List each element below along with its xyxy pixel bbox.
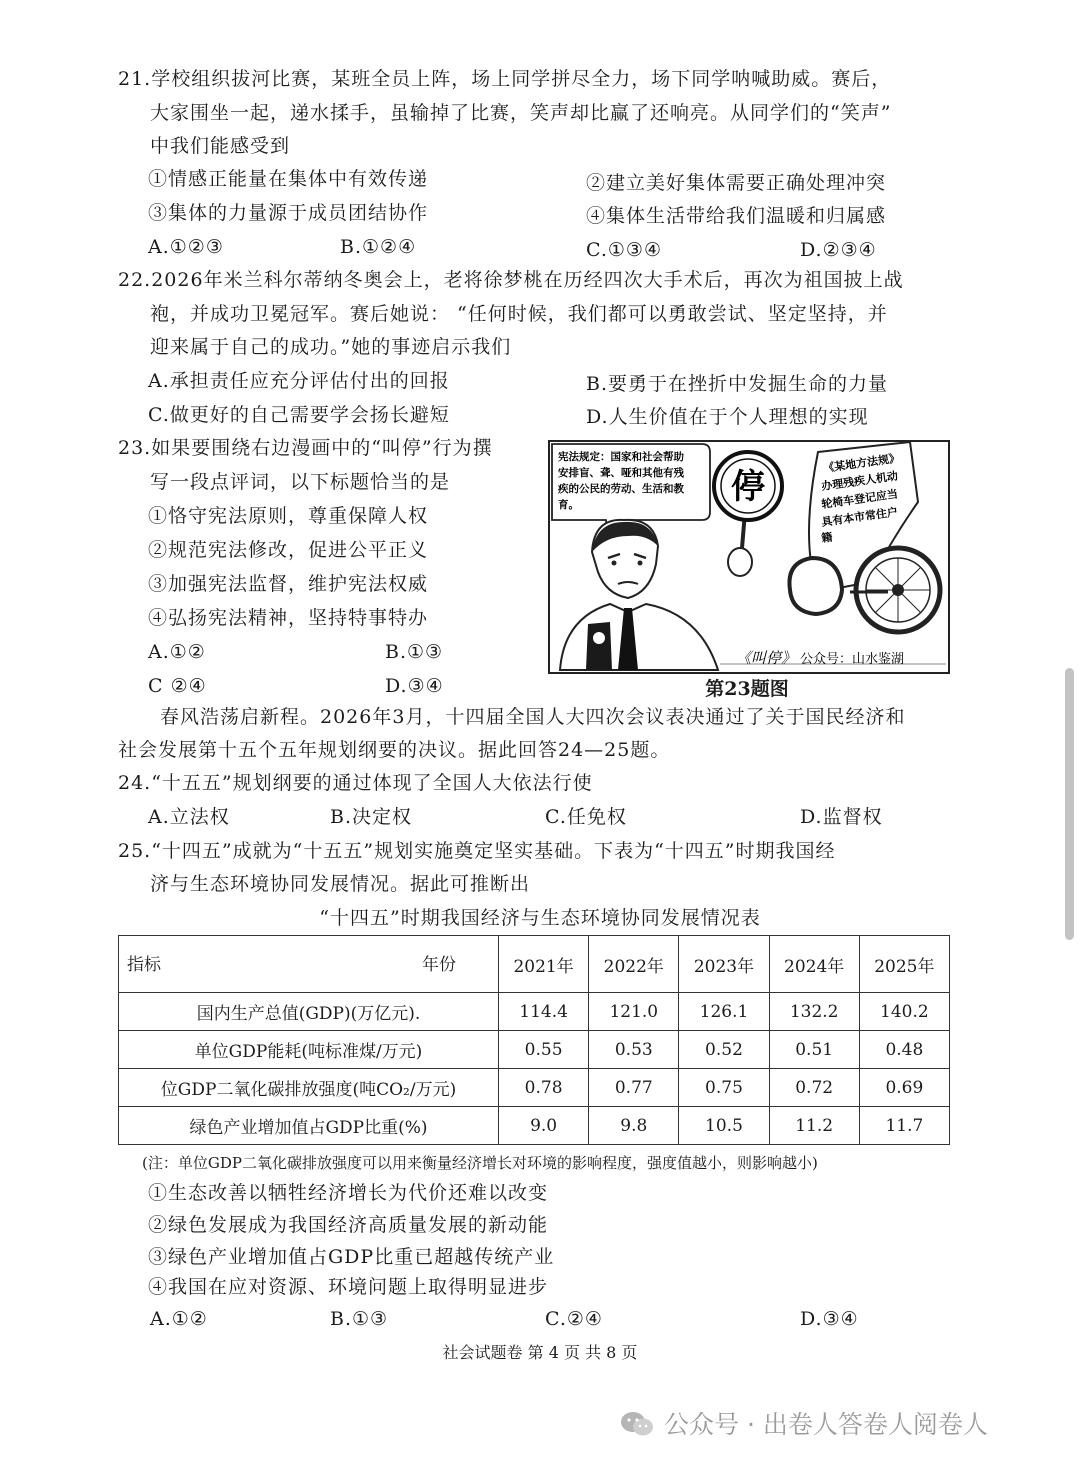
- year-header: 2021年: [499, 936, 589, 993]
- q21-option-c[interactable]: C.①③④: [586, 239, 662, 261]
- table-cell: 140.2: [859, 993, 949, 1031]
- table-cell: 0.78: [499, 1069, 589, 1107]
- q23-item-1: ①恪守宪法原则，尊重保障人权: [148, 505, 429, 527]
- q23-option-a[interactable]: A.①②: [148, 641, 206, 663]
- q21-option-a[interactable]: A.①②③: [148, 236, 224, 258]
- q22-option-c[interactable]: C.做更好的自己需要学会扬长避短: [148, 404, 450, 426]
- q23-item-4: ④弘扬宪法精神，坚持特事特办: [148, 607, 429, 629]
- data-table: [118, 935, 950, 1145]
- year-header: 2025年: [859, 936, 949, 993]
- table-cell: 9.8: [589, 1107, 679, 1145]
- paper-line-4: 具有本市常住户: [820, 505, 899, 529]
- paper-line-2: 办理残疾人机动: [820, 469, 899, 493]
- table-header-row: [119, 936, 950, 993]
- q25-option-c[interactable]: C.②④: [545, 1308, 603, 1330]
- year-header: 2023年: [679, 936, 769, 993]
- q23-option-b[interactable]: B.①③: [385, 641, 444, 663]
- q21-item-3: ③集体的力量源于成员团结协作: [148, 202, 429, 224]
- q25-stem-line-2: 济与生态环境协同发展情况。据此可推断出: [150, 873, 531, 895]
- q23-stem-line-1: 23.如果要围绕右边漫画中的“叫停”行为撰: [118, 437, 493, 459]
- q25-item-4: ④我国在应对资源、环境问题上取得明显进步: [148, 1276, 549, 1298]
- table-cell: 132.2: [769, 993, 859, 1031]
- q21-stem-line-3: 中我们能感受到: [150, 135, 291, 157]
- table-cell: 121.0: [589, 993, 679, 1031]
- table-cell: 0.51: [769, 1031, 859, 1069]
- year-header: 2022年: [589, 936, 679, 993]
- q21-stem-line-2: 大家围坐一起，递水揉手，虽输掉了比赛，笑声却比赢了还响亮。从同学们的“笑声”: [150, 102, 892, 124]
- row-label: 绿色产业增加值占GDP比重(%): [119, 1107, 499, 1145]
- watermark-text: 公众号 · 出卷人答卷人阅卷人: [664, 1410, 988, 1439]
- year-header: 2024年: [769, 936, 859, 993]
- intro-line-1: 春风浩荡启新程。2026年3月，十四届全国人大四次会议表决通过了关于国民经济和: [160, 706, 906, 728]
- table-cell: 11.2: [769, 1107, 859, 1145]
- q24-stem: 24.“十五五”规划纲要的通过体现了全国人大依法行使: [118, 772, 593, 794]
- table-row: [119, 993, 950, 1031]
- table-cell: 0.77: [589, 1069, 679, 1107]
- q25-option-b[interactable]: B.①③: [330, 1308, 389, 1330]
- table-cell: 0.72: [769, 1069, 859, 1107]
- paper-line-5: 籍: [820, 530, 834, 545]
- table-row: [119, 1069, 950, 1107]
- comic-caption: 第23题图: [705, 678, 789, 700]
- q21-item-4: ④集体生活带给我们温暖和归属感: [586, 205, 887, 227]
- q23-stem-line-2: 写一段点评词，以下标题恰当的是: [150, 471, 451, 493]
- table-cell: 0.75: [679, 1069, 769, 1107]
- watermark: [620, 1405, 988, 1441]
- row-label: 位GDP二氧化碳排放强度(吨CO₂/万元): [119, 1069, 499, 1107]
- table-cell: 0.52: [679, 1031, 769, 1069]
- paper-line-1: 《某地方法规》: [822, 451, 901, 475]
- q25-item-1: ①生态改善以牺牲经济增长为代价还难以改变: [148, 1182, 549, 1204]
- q23-option-d[interactable]: D.③④: [385, 675, 444, 697]
- table-cell: 0.48: [859, 1031, 949, 1069]
- row-label: 国内生产总值(GDP)(万亿元).: [119, 993, 499, 1031]
- q24-option-b[interactable]: B.决定权: [330, 806, 413, 828]
- q21-item-2: ②建立美好集体需要正确处理冲突: [586, 172, 887, 194]
- bubble-line-2: 安排盲、聋、哑和其他有残: [558, 467, 684, 479]
- comic-drawing: [550, 442, 948, 672]
- q21-option-d[interactable]: D.②③④: [800, 239, 877, 261]
- table-row: [119, 1031, 950, 1069]
- comic-figure: [548, 440, 950, 674]
- q24-option-c[interactable]: C.任免权: [545, 806, 627, 828]
- table-cell: 0.69: [859, 1069, 949, 1107]
- q23-item-2: ②规范宪法修改，促进公平正义: [148, 539, 429, 561]
- table-header-corner: [119, 936, 499, 993]
- q25-stem-line-1: 25.“十四五”成就为“十五五”规划实施奠定坚实基础。下表为“十四五”时期我国经: [118, 840, 836, 862]
- q24-option-a[interactable]: A.立法权: [148, 806, 230, 828]
- q22-option-b[interactable]: B.要勇于在挫折中发掘生命的力量: [586, 373, 889, 395]
- table-cell: 0.53: [589, 1031, 679, 1069]
- comic-source: 公众号：山水鉴湖: [800, 652, 905, 667]
- table-cell: 10.5: [679, 1107, 769, 1145]
- bubble-line-3: 疾的公民的劳动、生活和教: [558, 483, 684, 495]
- table-note: (注：单位GDP二氧化碳排放强度可以用来衡量经济增长对环境的影响程度，强度值越小，则影响越小): [142, 1154, 818, 1172]
- page-footer: 社会试题卷 第 4 页 共 8 页: [442, 1343, 638, 1362]
- table-cell: 9.0: [499, 1107, 589, 1145]
- q24-option-d[interactable]: D.监督权: [800, 806, 883, 828]
- q21-stem-line-1: 21.学校组织拔河比赛，某班全员上阵，场上同学拼尽全力，场下同学呐喊助威。赛后，: [118, 68, 892, 90]
- paper-line-3: 轮椅车登记应当: [820, 487, 899, 511]
- scrollbar-thumb[interactable]: [1065, 668, 1074, 940]
- intro-line-2: 社会发展第十五个五年规划纲要的决议。据此回答24—25题。: [118, 739, 671, 761]
- q25-item-3: ③绿色产业增加值占GDP比重已超越传统产业: [148, 1246, 555, 1268]
- q21-option-b[interactable]: B.①②④: [340, 236, 417, 258]
- table-title: “十四五”时期我国经济与生态环境协同发展情况表: [319, 907, 761, 929]
- wechat-icon: [620, 1411, 654, 1437]
- header-year: 年份: [422, 955, 456, 975]
- table-row: [119, 1107, 950, 1145]
- table-cell: 11.7: [859, 1107, 949, 1145]
- q25-option-d[interactable]: D.③④: [800, 1308, 859, 1330]
- q21-item-1: ①情感正能量在集体中有效传递: [148, 168, 429, 190]
- table-cell: 0.55: [499, 1031, 589, 1069]
- q25-item-2: ②绿色发展成为我国经济高质量发展的新动能: [148, 1214, 549, 1236]
- bubble-line-4: 育。: [558, 499, 579, 511]
- row-label: 单位GDP能耗(吨标准煤/万元): [119, 1031, 499, 1069]
- table-cell: 114.4: [499, 993, 589, 1031]
- table-cell: 126.1: [679, 993, 769, 1031]
- q23-item-3: ③加强宪法监督，维护宪法权威: [148, 573, 429, 595]
- bubble-line-1: 宪法规定：国家和社会帮助: [558, 451, 684, 463]
- q23-option-c[interactable]: C ②④: [148, 675, 207, 697]
- q22-option-d[interactable]: D.人生价值在于个人理想的实现: [586, 406, 869, 428]
- comic-title: 《叫停》: [736, 649, 797, 667]
- q22-stem-line-2: 袍，并成功卫冕冠军。赛后她说： “任何时候，我们都可以勇敢尝试、坚定坚持，并: [150, 303, 888, 325]
- q22-option-a[interactable]: A.承担责任应充分评估付出的回报: [148, 370, 450, 392]
- q22-stem-line-3: 迎来属于自己的成功。”她的事迹启示我们: [150, 336, 512, 358]
- stop-sign-text: 停: [731, 467, 765, 507]
- q25-option-a[interactable]: A.①②: [150, 1308, 208, 1330]
- q22-stem-line-1: 22.2026年米兰科尔蒂纳冬奥会上，老将徐梦桃在历经四次大手术后，再次为祖国披上战: [118, 269, 904, 291]
- header-indicator: 指标: [127, 955, 161, 975]
